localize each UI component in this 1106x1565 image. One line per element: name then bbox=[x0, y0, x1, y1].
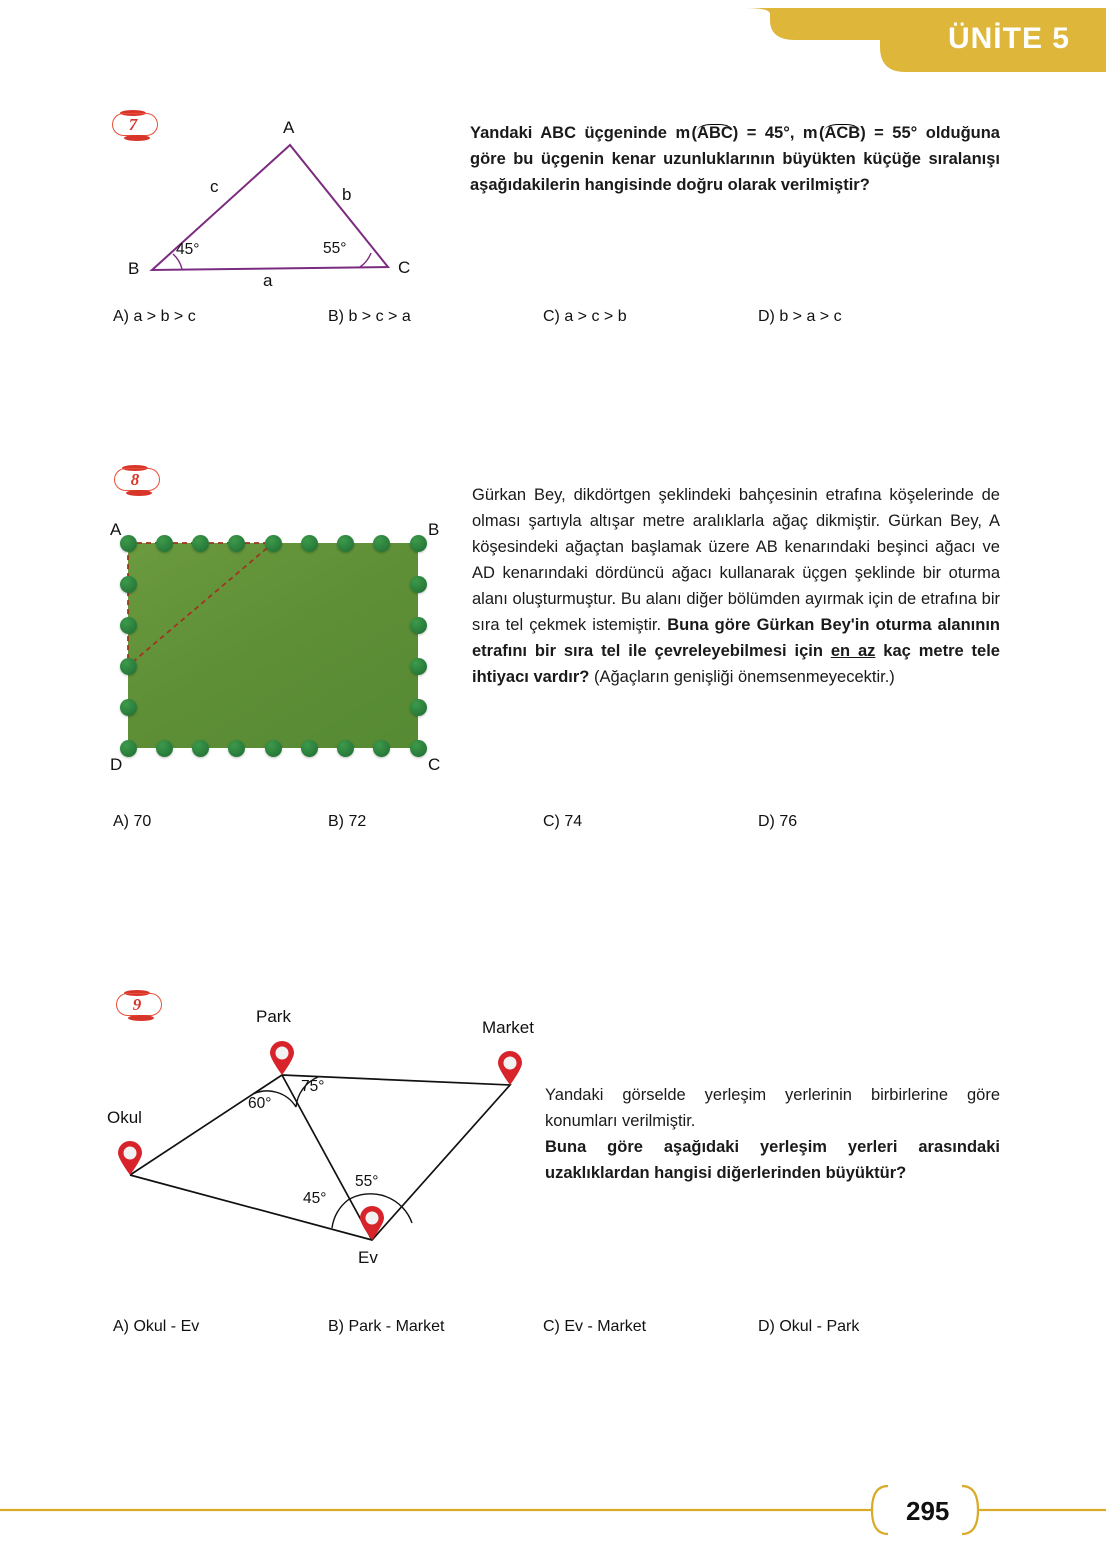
q8-prompt-normal-2: (Ağaçların genişliği önemsenmeyecektir.) bbox=[589, 668, 895, 686]
corner-label-c: C bbox=[428, 755, 441, 774]
tree bbox=[337, 740, 354, 757]
map-pin-ev-icon bbox=[359, 1206, 385, 1240]
side-label-b: b bbox=[342, 185, 352, 204]
tree bbox=[156, 740, 173, 757]
tree bbox=[410, 617, 427, 634]
q9-prompt-bold: Buna göre aşağıdaki yerleşim yerleri arasındaki uzaklıklardan hangisi diğerlerinden büyüktür? bbox=[545, 1138, 1000, 1182]
option-c-q8[interactable]: C) 74 bbox=[543, 813, 583, 830]
map-pin-okul-icon bbox=[117, 1141, 143, 1175]
tree bbox=[410, 658, 427, 675]
angle-arc-c bbox=[360, 253, 371, 267]
side-label-c: c bbox=[210, 177, 219, 196]
option-d-q9[interactable]: D) Okul - Park bbox=[758, 1318, 860, 1335]
tree bbox=[228, 740, 245, 757]
map-pin-market-icon bbox=[497, 1051, 523, 1085]
option-a-q8[interactable]: A) 70 bbox=[113, 813, 152, 830]
corner-label-d: D bbox=[110, 755, 123, 774]
place-label-market: Market bbox=[482, 1018, 534, 1037]
triangle-figure-q7 bbox=[120, 115, 450, 290]
option-b-q8[interactable]: B) 72 bbox=[328, 813, 367, 830]
vertex-label-c: C bbox=[398, 258, 411, 277]
tree bbox=[265, 535, 282, 552]
q7-prompt-math: m (ABC) = 45°, m (ACB) = 55° bbox=[675, 124, 926, 142]
tree bbox=[337, 535, 354, 552]
tree bbox=[301, 535, 318, 552]
tree bbox=[120, 699, 137, 716]
question-badge-8 bbox=[110, 465, 166, 495]
angle-label-ev-45: 45° bbox=[303, 1190, 327, 1207]
q7-prompt-lead: Yandaki ABC üçgeninde bbox=[470, 124, 667, 142]
q8-prompt-bold-tail: kaç metre tele ihtiyacı vardır? bbox=[472, 642, 1000, 686]
question-number: 7 bbox=[128, 115, 138, 134]
question-8-options bbox=[113, 813, 953, 837]
vertex-label-b: B bbox=[128, 259, 140, 278]
footer-bracket-right bbox=[962, 1486, 978, 1534]
tree bbox=[410, 535, 427, 552]
tree bbox=[265, 740, 282, 757]
option-b-q7[interactable]: B) b > c > a bbox=[328, 308, 411, 325]
angle-arc-ev-45 bbox=[332, 1200, 348, 1228]
place-label-okul: Okul bbox=[107, 1108, 142, 1127]
tree bbox=[410, 740, 427, 757]
map-pin-park-icon bbox=[269, 1041, 295, 1075]
tree bbox=[373, 535, 390, 552]
q8-prompt-bold-lead: Buna göre Gürkan Bey'in oturma alanının etrafını bir sıra tel ile çevreleyebilmesi için bbox=[472, 616, 1001, 660]
q7-prompt-rest: olduğuna göre bu üçgenin kenar uzunluklarının büyükten küçüğe sıralanışı aşağıdakilerin hangisinde doğru olarak verilmiştir? bbox=[470, 124, 1000, 194]
option-d-q7[interactable]: D) b > a > c bbox=[758, 308, 842, 325]
tree bbox=[156, 535, 173, 552]
angle-label-55-c: 55° bbox=[323, 240, 347, 257]
map-route-outline bbox=[130, 1075, 510, 1240]
header-band bbox=[0, 0, 1106, 80]
question-9-prompt bbox=[545, 1082, 1000, 1186]
option-c-q7[interactable]: C) a > c > b bbox=[543, 308, 627, 325]
tree bbox=[120, 658, 137, 675]
tree bbox=[120, 740, 137, 757]
option-d-q8[interactable]: D) 76 bbox=[758, 813, 798, 830]
tree bbox=[120, 617, 137, 634]
tree bbox=[228, 535, 245, 552]
option-a-q9[interactable]: A) Okul - Ev bbox=[113, 1318, 200, 1335]
angle-label-park-60: 60° bbox=[248, 1095, 272, 1112]
angle-label-park-75: 75° bbox=[301, 1078, 325, 1095]
location-map-figure-q9 bbox=[100, 1000, 560, 1300]
place-label-park: Park bbox=[256, 1007, 291, 1026]
tree bbox=[373, 740, 390, 757]
q9-prompt-normal: Yandaki görselde yerleşim yerlerinin birbirlerine göre konumları verilmiştir. bbox=[545, 1086, 1000, 1130]
footer-bracket-left bbox=[872, 1486, 888, 1534]
option-a-q7[interactable]: A) a > b > c bbox=[113, 308, 196, 325]
question-7-options bbox=[113, 308, 953, 332]
question-number: 9 bbox=[132, 995, 142, 1014]
page-number: 295 bbox=[906, 1496, 950, 1526]
side-label-a: a bbox=[263, 271, 273, 290]
tree bbox=[301, 740, 318, 757]
garden-figure-q8 bbox=[110, 515, 450, 790]
question-number: 8 bbox=[130, 470, 140, 489]
tree bbox=[192, 740, 209, 757]
question-9-options bbox=[113, 1318, 953, 1342]
question-8-prompt bbox=[472, 482, 1000, 690]
tree bbox=[192, 535, 209, 552]
seating-area-dashed-triangle bbox=[128, 543, 273, 666]
tree bbox=[120, 576, 137, 593]
option-c-q9[interactable]: C) Ev - Market bbox=[543, 1318, 647, 1335]
corner-label-a: A bbox=[110, 520, 122, 539]
tree bbox=[410, 576, 427, 593]
angle-label-ev-55: 55° bbox=[355, 1173, 379, 1190]
q8-prompt-underline: en az bbox=[830, 642, 876, 660]
tree bbox=[410, 699, 427, 716]
angle-label-45-b: 45° bbox=[176, 241, 200, 258]
corner-label-b: B bbox=[428, 520, 440, 539]
tree bbox=[120, 535, 137, 552]
question-7-prompt bbox=[470, 120, 1000, 198]
unit-title: ÜNİTE 5 bbox=[947, 22, 1070, 55]
vertex-label-a: A bbox=[283, 118, 295, 137]
option-b-q9[interactable]: B) Park - Market bbox=[328, 1318, 445, 1335]
q8-prompt-normal-1: Gürkan Bey, dikdörtgen şeklindeki bahçesinin etrafına köşelerinde de olması şartıyla altışar metre aralıklarla ağaç dikmiştir. Gürkan Bey, A köşesindeki ağaçtan başlamak üzere AB kenarındaki beşinci ağacı ve AD kenarındaki dördüncü ağacı kullanarak üçgen şeklinde bir oturma alanı oluşturmuştur. Bu alanı diğer bölümden ayırmak için de etrafına bir sıra tel çekmek istemiştir. bbox=[472, 486, 1000, 634]
place-label-ev: Ev bbox=[358, 1248, 378, 1267]
